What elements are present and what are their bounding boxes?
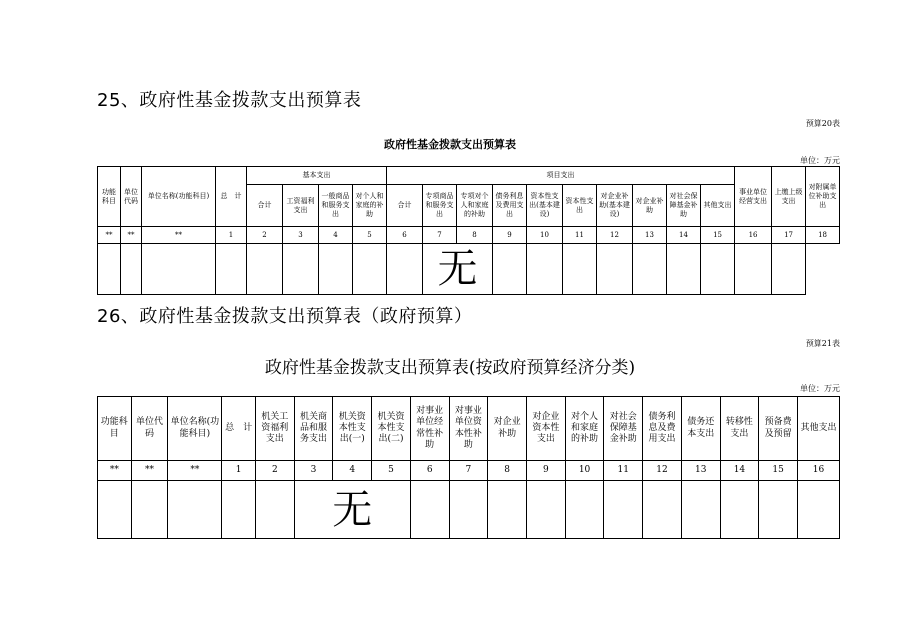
header-cell: 上缴上级支出 <box>772 167 806 227</box>
budget-table-21 <box>97 396 840 539</box>
index-cell: 5 <box>353 227 387 244</box>
index-cell: 7 <box>423 227 457 244</box>
section-26-heading: 26、政府性基金拨款支出预算表（政府预算） <box>97 306 473 327</box>
index-cell: 9 <box>526 461 565 481</box>
index-cell: 4 <box>333 461 372 481</box>
index-cell: 6 <box>410 461 449 481</box>
header-cell: 合计 <box>387 185 423 227</box>
index-cell: 13 <box>633 227 667 244</box>
index-cell: 1 <box>222 461 256 481</box>
index-cell: 10 <box>565 461 604 481</box>
index-cell: 18 <box>806 227 840 244</box>
index-cell: ** <box>98 227 121 244</box>
header-cell: 对企业补助(基本建设) <box>597 185 633 227</box>
index-cell: 15 <box>701 227 735 244</box>
header-cell: 对企业补助 <box>488 397 527 461</box>
header-cell: 功能科目 <box>98 397 132 461</box>
group-header-basic: 基本支出 <box>247 167 387 185</box>
header-cell: 债务利息及费用支出 <box>643 397 682 461</box>
index-row <box>98 461 840 481</box>
index-cell: 11 <box>604 461 643 481</box>
header-cell: 对事业单位经常性补助 <box>410 397 449 461</box>
header-cell: 总 计 <box>222 397 256 461</box>
header-cell: 资本性支出 <box>563 185 597 227</box>
empty-mark: 无 <box>423 244 493 295</box>
header-cell: 对企业资本性支出 <box>526 397 565 461</box>
header-cell: 对附属单位补助支出 <box>806 167 840 227</box>
index-cell: 13 <box>681 461 720 481</box>
index-cell: 10 <box>527 227 563 244</box>
header-cell: 机关资本性支出(一) <box>333 397 372 461</box>
header-cell: 对社会保障基金补助 <box>604 397 643 461</box>
index-cell: 12 <box>597 227 633 244</box>
header-cell: 合计 <box>247 185 283 227</box>
header-cell: 对社会保障基金补助 <box>667 185 701 227</box>
index-cell: 14 <box>720 461 759 481</box>
header-cell: 功能科目 <box>98 167 121 227</box>
header-cell: 对事业单位资本性补助 <box>449 397 488 461</box>
header-cell: 机关工资福利支出 <box>255 397 294 461</box>
index-row <box>98 227 840 244</box>
unit-label-20: 单位：万元 <box>800 156 840 165</box>
index-cell: 6 <box>387 227 423 244</box>
header-cell: 债务还本支出 <box>681 397 720 461</box>
header-cell: 转移性支出 <box>720 397 759 461</box>
section-25-heading: 25、政府性基金拨款支出预算表 <box>97 90 362 111</box>
table-number-21: 预算21表 <box>805 339 840 348</box>
header-cell: 一般商品和服务支出 <box>319 185 353 227</box>
header-group-row <box>98 167 840 185</box>
header-cell: 其他支出 <box>701 185 735 227</box>
table-title-21: 政府性基金拨款支出预算表(按政府预算经济分类) <box>264 358 636 378</box>
index-cell: 11 <box>563 227 597 244</box>
table-number-20: 预算20表 <box>805 119 840 128</box>
header-cell: 机关商品和服务支出 <box>294 397 333 461</box>
index-cell: 7 <box>449 461 488 481</box>
index-cell: 3 <box>283 227 319 244</box>
index-cell: 3 <box>294 461 333 481</box>
index-cell: 12 <box>643 461 682 481</box>
index-cell: 16 <box>735 227 772 244</box>
header-cell: 单位代码 <box>121 167 142 227</box>
index-cell: ** <box>121 227 142 244</box>
header-cell: 专项对个人和家庭的补助 <box>457 185 493 227</box>
header-cell: 对个人和家庭的补助 <box>353 185 387 227</box>
index-cell: ** <box>98 461 132 481</box>
index-cell: 14 <box>667 227 701 244</box>
header-cell: 对个人和家庭的补助 <box>565 397 604 461</box>
index-cell: 2 <box>255 461 294 481</box>
data-row <box>98 481 840 539</box>
index-cell: 5 <box>372 461 411 481</box>
header-cell: 机关资本性支出(二) <box>372 397 411 461</box>
header-cell: 工资福利支出 <box>283 185 319 227</box>
index-cell: 8 <box>457 227 493 244</box>
header-cell: 预备费及预留 <box>759 397 798 461</box>
header-cell: 事业单位经营支出 <box>735 167 772 227</box>
header-cell: 单位名称(功能科目) <box>168 397 222 461</box>
budget-table-20 <box>97 166 840 295</box>
index-cell: 9 <box>493 227 527 244</box>
empty-mark: 无 <box>294 481 410 539</box>
index-cell: 2 <box>247 227 283 244</box>
index-cell: 4 <box>319 227 353 244</box>
group-header-project: 项目支出 <box>387 167 735 185</box>
index-cell: ** <box>168 461 222 481</box>
header-cell: 对企业补助 <box>633 185 667 227</box>
index-cell: ** <box>131 461 168 481</box>
data-row <box>98 244 840 295</box>
header-cell: 单位名称(功能科目) <box>142 167 216 227</box>
header-cell: 债务利息及费用支出 <box>493 185 527 227</box>
header-cell: 单位代码 <box>131 397 168 461</box>
header-cell: 总 计 <box>216 167 247 227</box>
index-cell: 17 <box>772 227 806 244</box>
header-cell: 专项商品和服务支出 <box>423 185 457 227</box>
index-cell: 1 <box>216 227 247 244</box>
index-cell: 16 <box>798 461 840 481</box>
index-cell: ** <box>142 227 216 244</box>
index-cell: 8 <box>488 461 527 481</box>
unit-label-21: 单位：万元 <box>800 384 840 393</box>
header-row <box>98 397 840 461</box>
header-cell: 其他支出 <box>798 397 840 461</box>
header-cell: 资本性支出(基本建设) <box>527 185 563 227</box>
index-cell: 15 <box>759 461 798 481</box>
table-title-20: 政府性基金拨款支出预算表 <box>384 138 516 151</box>
